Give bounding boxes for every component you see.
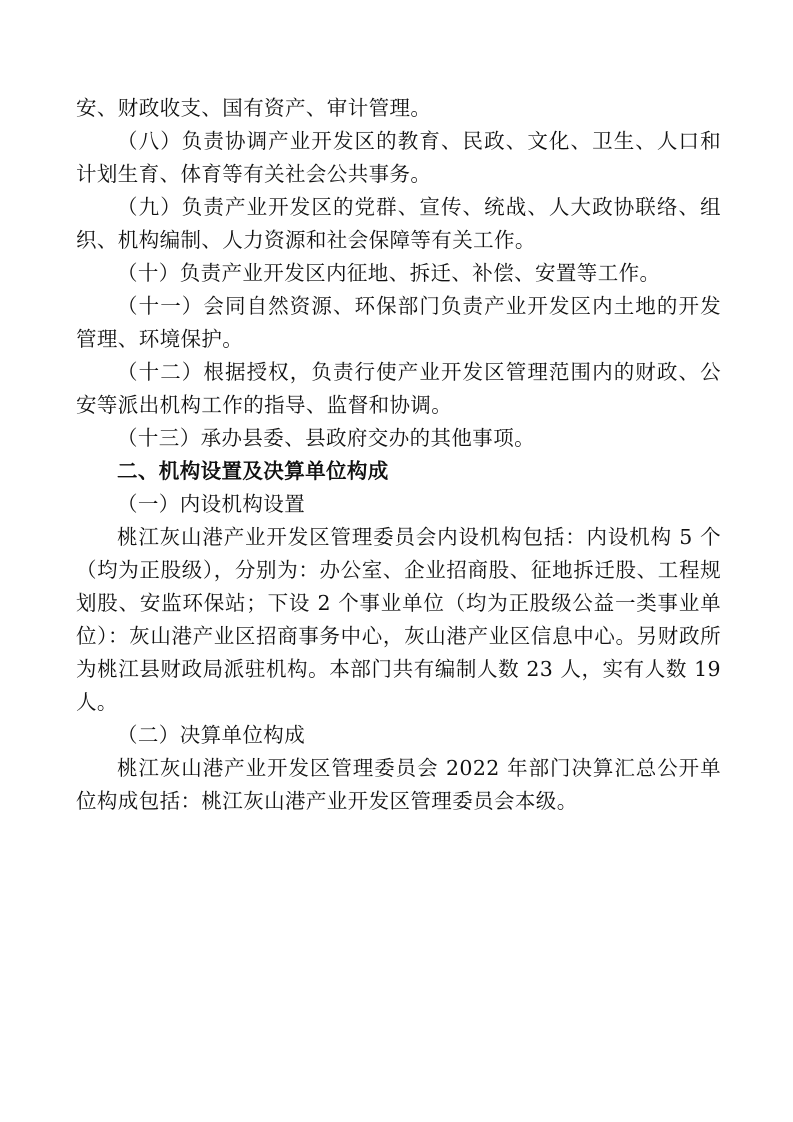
internal-structure-paragraph: 桃江灰山港产业开发区管理委员会内设机构包括：内设机构 5 个（均为正股级），分别为：办公室、企业招商股、征地拆迁股、工程规划股、安监环保站；下设 2 个事业单位（均为正股级公益一类事业单位）：灰山港产业区招商事务中心，灰山港产业区信息中心。另财政所为桃江县财政局派驻机构。本部门共有编制人数 23 人，实有人数 19 人。	[76, 525, 721, 714]
section-heading: 二、机构设置及决算单位构成	[117, 459, 389, 483]
unit-composition-paragraph: 桃江灰山港产业开发区管理委员会 2022 年部门决算汇总公开单位构成包括：桃江灰山港产业开发区管理委员会本级。	[76, 756, 721, 813]
subsection-heading-internal-structure: （一）内设机构设置	[117, 492, 306, 516]
item-9-paragraph: （九）负责产业开发区的党群、宣传、统战、人大政协联络、组织、机构编制、人力资源和社会保障等有关工作。	[76, 195, 721, 252]
item-10-paragraph: （十）负责产业开发区内征地、拆迁、补偿、安置等工作。	[117, 261, 661, 285]
document-page	[76, 92, 721, 818]
item-13-paragraph: （十三）承办县委、县政府交办的其他事项。	[117, 426, 535, 450]
item-12-paragraph: （十二）根据授权，负责行使产业开发区管理范围内的财政、公安等派出机构工作的指导、监督和协调。	[76, 360, 721, 417]
continuation-paragraph: 安、财政收支、国有资产、审计管理。	[76, 96, 432, 120]
item-11-paragraph: （十一）会同自然资源、环保部门负责产业开发区内土地的开发管理、环境保护。	[76, 294, 721, 351]
subsection-heading-unit-composition: （二）决算单位构成	[117, 723, 306, 747]
item-8-paragraph: （八）负责协调产业开发区的教育、民政、文化、卫生、人口和计划生育、体育等有关社会公共事务。	[76, 129, 721, 186]
